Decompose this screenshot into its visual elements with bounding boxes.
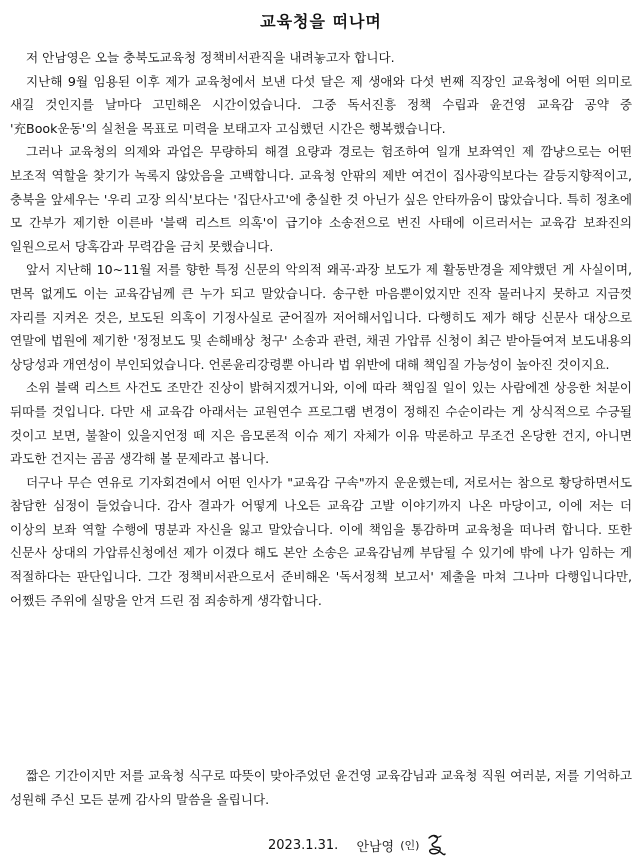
letter-body — [10, 46, 632, 612]
seal-mark: (인) — [400, 839, 420, 852]
paragraph-difficulties: 그러나 교육청의 의제와 과업은 무량하되 해결 요량과 경로는 험조하여 일개 보좌역인 제 깜냥으로는 어떤 보조적 역할을 찾기가 녹록지 않았음을 고백합니다. 교육청 안팎의 제반 여건이 집사광익보다는 갈등지향적이고, 충북을 앞세우는 '우리 고장 의식'보다는 '집단사고'에 충실한 것 아닌가 싶은 안타까움이 많았습니다. 특히 정초에 모 간부가 제기한 이른바 '블랙 리스트 의혹'이 급기야 소송전으로 번진 사태에 이르러서는 교육감 보좌진의 일원으로서 당혹감과 무력감을 금치 못했습니다. — [10, 144, 632, 254]
author-name: 안남영 — [356, 839, 395, 855]
paragraph-intro: 저 안남영은 오늘 충북도교육청 정책비서관직을 내려놓고자 합니다. — [26, 50, 395, 65]
paragraph-tenure: 지난해 9월 임용된 이후 제가 교육청에서 보낸 다섯 달은 제 생애와 다섯 번째 직장인 교육청에 어떤 의미로 새길 것인지를 날마다 고민해온 시간이었습니다. 그중 독서진흥 정책 수립과 윤건영 교육감 공약 중 '充Book운동'의 실천을 목표로 미력을 보태고자 고심했던 시간은 행복했습니다. — [10, 73, 632, 136]
date: 2023.1.31. — [268, 837, 339, 853]
signature-line — [268, 832, 447, 858]
paragraph-closing: 짧은 기간이지만 저를 교육청 식구로 따뜻이 맞아주었던 윤건영 교육감님과 교육청 직원 여러분, 저를 기억하고 성원해 주신 모든 분께 감사의 말씀을 올립니다. — [10, 768, 632, 807]
paragraph-resignation: 더구나 무슨 연유로 기자회견에서 어떤 인사가 "교육감 구속"까지 운운했는데, 저로서는 참으로 황당하면서도 참담한 심정이 들었습니다. 감사 결과가 어떻게 나오든 교육감 고발 이야기까지 나온 마당이고, 이에 저는 더 이상의 보좌 역할 수행에 명분과 자신을 잃고 말았습니다. 이에 책임을 통감하며 교육청을 떠나려 합니다. 또한 신문사 상대의 가압류신청에선 제가 이겼다 해도 본안 소송은 교육감님께 부담될 수 있기에 밖에 나가 임하는 게 적절하다는 판단입니다. 그간 정책비서관으로서 준비해온 '독서정책 보고서' 제출을 마쳐 그나마 다행입니다만, 어쨌든 주위에 실망을 안겨 드린 점 죄송하게 생각합니다. — [10, 474, 632, 608]
handwritten-signature — [425, 832, 447, 858]
paragraph-press-reports: 앞서 지난해 10~11월 저를 향한 특정 신문의 악의적 왜곡·과장 보도가 제 활동반경을 제약했던 게 사실이며, 면목 없게도 이는 교육감님께 큰 누가 되고 말았습니다. 송구한 마음뿐이었지만 진작 물러나지 못하고 지금껏 자리를 지켜온 것은, 보도된 의혹이 기정사실로 굳어질까 저어해서입니다. 다행히도 제가 해당 신문사 대상으로 연말에 법원에 제기한 '정정보도 및 손해배상 청구' 소송과 관련, 채권 가압류 신청이 최근 받아들여져 보도내용의 상당성과 개연성이 부인되었습니다. 언론윤리강령뿐 아니라 법 위반에 대해 책임질 가능성이 높아진 것이지요. — [10, 262, 632, 372]
paragraph-blacklist: 소위 블랙 리스트 사건도 조만간 진상이 밝혀지겠거니와, 이에 따라 책임질 일이 있는 사람에겐 상응한 처분이 뒤따를 것입니다. 다만 새 교육감 아래서는 교원연수 프로그램 변경이 정해진 수순이라는 게 상식적으로 수긍될 것이고 보면, 불찰이 있을지언정 떼 지은 음모론적 이슈 제기 자체가 이유 막론하고 무조건 온당한 건지, 아니면 과도한 건지는 곰곰 생각해 볼 문제라고 봅니다. — [10, 380, 632, 467]
page-title: 교육청을 떠나며 — [260, 12, 382, 31]
